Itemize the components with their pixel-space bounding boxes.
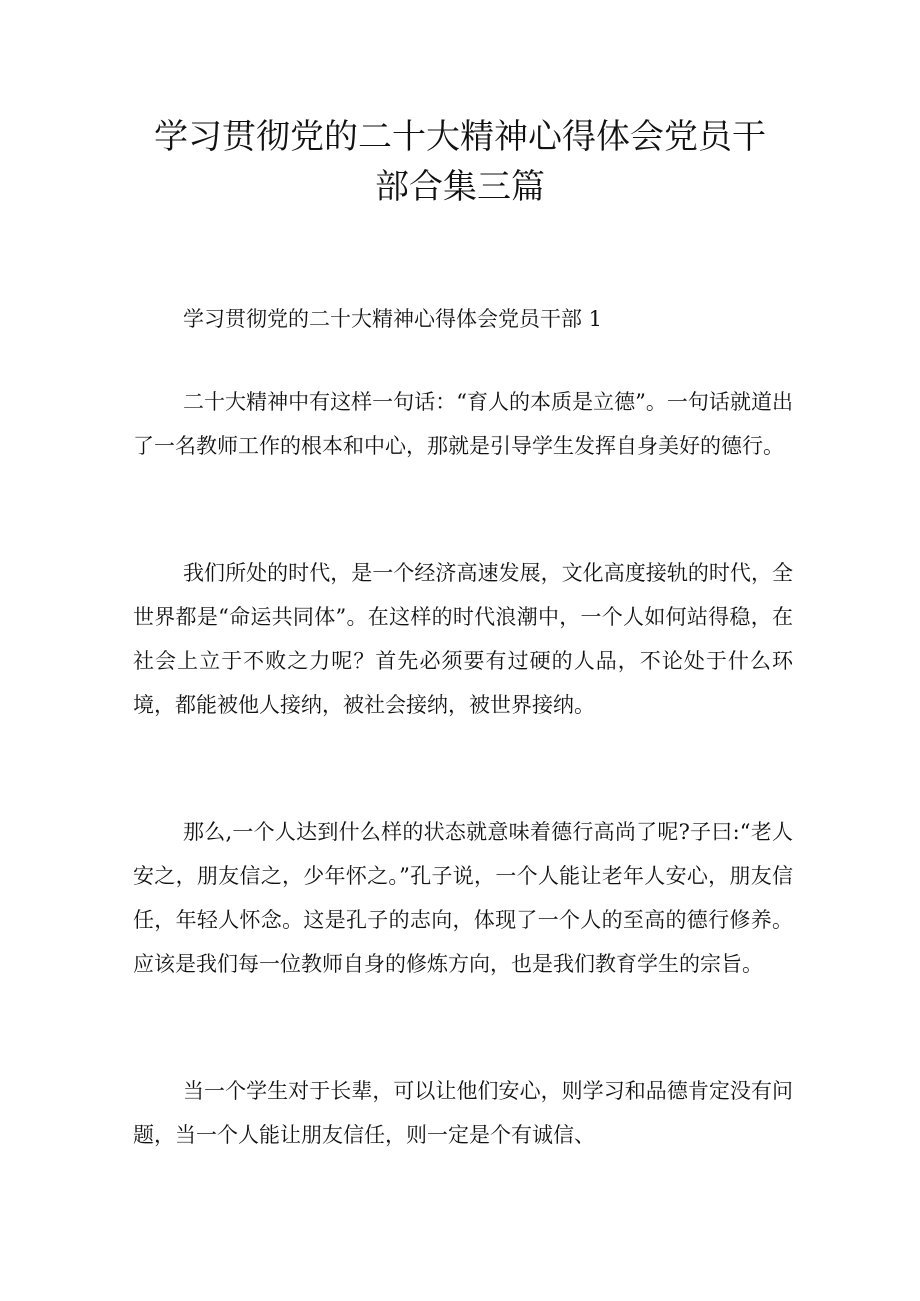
paragraph-4: 当一个学生对于长辈，可以让他们安心，则学习和品德肯定没有问题，当一个人能让朋友信任，则一定是个有诚信、	[133, 1079, 793, 1147]
document-title	[130, 112, 790, 212]
title-line-1: 学习贯彻党的二十大精神心得体会党员干	[154, 117, 766, 157]
paragraph-1: 二十大精神中有这样一句话：“育人的本质是立德”。一句话就道出了一名教师工作的根本和中心，那就是引导学生发挥自身美好的德行。	[133, 390, 793, 458]
title-line-2: 部合集三篇	[375, 167, 545, 207]
section-subheading: 学习贯彻党的二十大精神心得体会党员干部 1	[183, 307, 603, 331]
paragraph-2: 我们所处的时代，是一个经济高速发展，文化高度接轨的时代，全世界都是“命运共同体”。在这样的时代浪潮中，一个人如何站得稳，在社会上立于不败之力呢？首先必须要有过硬的人品，不论处于什么环境，都能被他人接纳，被社会接纳，被世界接纳。	[133, 561, 793, 717]
paragraph-3: 那么,一个人达到什么样的状态就意味着德行高尚了呢?子曰:“老人安之，朋友信之，少年怀之。”孔子说，一个人能让老年人安心，朋友信任，年轻人怀念。这是孔子的志向，体现了一个人的至高的德行修养。应该是我们每一位教师自身的修炼方向，也是我们教育学生的宗旨。	[133, 820, 793, 976]
